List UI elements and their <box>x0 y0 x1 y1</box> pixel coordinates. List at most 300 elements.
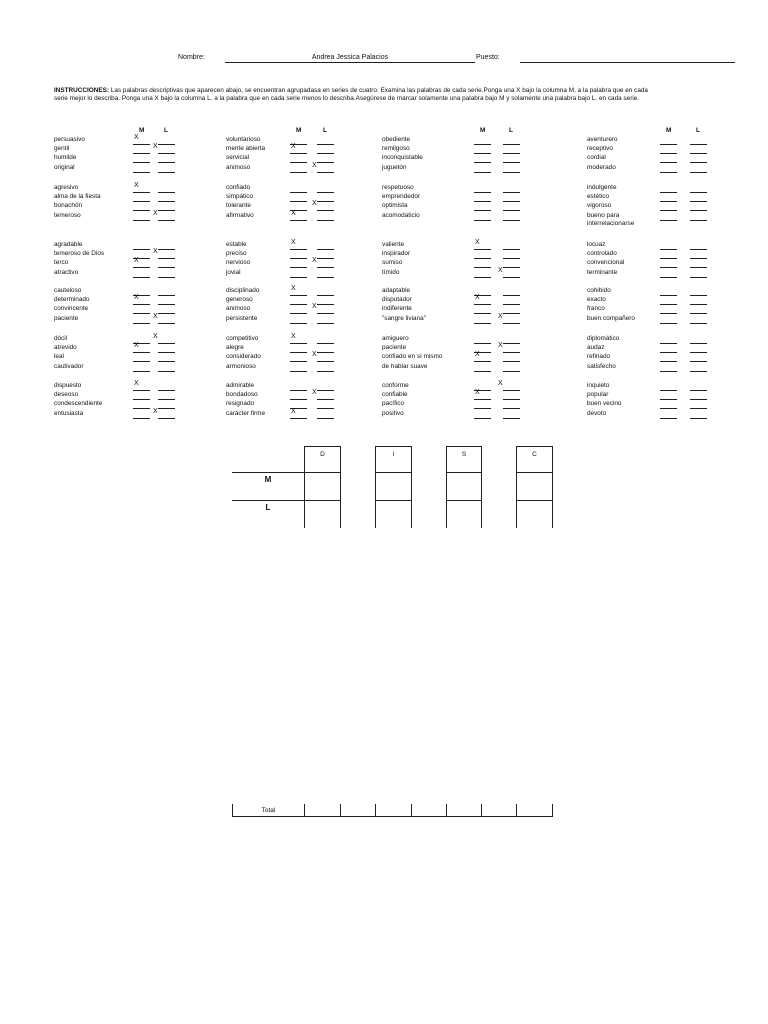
l-answer-blank[interactable] <box>317 202 334 211</box>
m-answer-blank[interactable] <box>133 410 150 419</box>
word-label: estable <box>226 241 247 248</box>
l-answer-blank[interactable] <box>690 335 707 344</box>
l-answer-blank[interactable] <box>158 269 175 278</box>
l-answer-blank[interactable] <box>158 305 175 314</box>
word-label: exacto <box>587 296 606 304</box>
m-answer-blank[interactable] <box>290 344 307 353</box>
l-answer-blank[interactable] <box>317 164 334 173</box>
word-label: confiable <box>382 391 408 399</box>
word-label: generoso <box>226 296 253 304</box>
l-answer-blank[interactable] <box>503 164 520 173</box>
word-label: controlado <box>587 250 617 258</box>
word-label: optimista <box>382 202 408 210</box>
score-cell <box>304 500 341 528</box>
m-answer-blank[interactable] <box>474 269 491 278</box>
word-label: cauteloso <box>54 287 82 294</box>
l-answer-blank[interactable] <box>503 259 520 268</box>
word-label: indiferente <box>382 305 412 313</box>
l-answer-blank[interactable] <box>503 154 520 163</box>
word-label: servicial <box>226 154 250 162</box>
m-answer-blank[interactable] <box>290 353 307 362</box>
word-label: afirmativo <box>226 211 254 219</box>
l-answer-blank[interactable] <box>503 410 520 419</box>
l-answer-blank[interactable] <box>158 296 175 305</box>
m-answer-blank[interactable] <box>474 259 491 268</box>
l-answer-blank[interactable] <box>690 164 707 173</box>
word-label: mente abierta <box>226 145 266 153</box>
l-answer-blank[interactable] <box>690 145 707 154</box>
m-answer-blank[interactable] <box>290 305 307 314</box>
l-answer-blank[interactable] <box>690 250 707 259</box>
l-mark: X <box>312 161 317 169</box>
l-answer-blank[interactable] <box>158 193 175 202</box>
word-label: audaz <box>587 344 605 352</box>
word-label: humilde <box>54 154 77 162</box>
m-mark: X <box>134 134 139 141</box>
l-answer-blank[interactable] <box>317 353 334 362</box>
l-answer-blank[interactable] <box>503 250 520 259</box>
m-mark: X <box>134 342 139 350</box>
word-label: emprendedor <box>382 193 421 201</box>
l-answer-blank[interactable] <box>503 353 520 362</box>
word-label: dispuesto <box>54 382 82 389</box>
l-answer-blank[interactable] <box>690 287 707 296</box>
l-answer-blank[interactable] <box>158 287 175 296</box>
column-header-m: M <box>139 127 145 134</box>
score-cell <box>516 472 553 501</box>
word-label: tímido <box>382 268 400 276</box>
word-label: dócil <box>54 335 68 342</box>
l-answer-blank[interactable] <box>158 344 175 353</box>
m-answer-blank[interactable] <box>133 154 150 163</box>
m-mark: X <box>291 407 296 415</box>
m-mark: X <box>475 239 480 246</box>
m-answer-blank[interactable] <box>660 269 677 278</box>
l-answer-blank[interactable] <box>690 296 707 305</box>
word-label: deseoso <box>54 391 79 399</box>
l-answer-blank[interactable] <box>317 154 334 163</box>
l-answer-blank[interactable] <box>503 287 520 296</box>
nombre-field-line[interactable] <box>225 62 475 63</box>
l-answer-blank[interactable] <box>503 335 520 344</box>
l-answer-blank[interactable] <box>690 391 707 400</box>
puesto-label: Puesto: <box>476 54 500 61</box>
m-answer-blank[interactable] <box>660 193 677 202</box>
m-mark: X <box>475 351 480 359</box>
l-answer-blank[interactable] <box>503 241 520 250</box>
m-answer-blank[interactable] <box>474 202 491 211</box>
word-label: admirable <box>226 382 255 389</box>
l-answer-blank[interactable] <box>317 136 334 145</box>
m-answer-blank[interactable] <box>660 344 677 353</box>
l-answer-blank[interactable] <box>690 202 707 211</box>
word-label: refinado <box>587 353 611 361</box>
l-answer-blank[interactable] <box>317 184 334 193</box>
l-answer-blank[interactable] <box>503 193 520 202</box>
word-label: positivo <box>382 409 404 417</box>
l-answer-blank[interactable] <box>317 400 334 409</box>
word-label: buen compañero <box>587 314 635 322</box>
m-answer-blank[interactable] <box>133 353 150 362</box>
m-mark: X <box>134 257 139 265</box>
word-label: popular <box>587 391 609 399</box>
word-label: confiado <box>226 184 251 191</box>
m-answer-blank[interactable] <box>660 410 677 419</box>
m-answer-blank[interactable] <box>133 202 150 211</box>
word-label: carácter firme <box>226 409 266 417</box>
m-answer-blank[interactable] <box>290 296 307 305</box>
m-mark: X <box>134 182 139 189</box>
l-answer-blank[interactable] <box>690 400 707 409</box>
m-answer-blank[interactable] <box>474 315 491 324</box>
column-header-m: M <box>480 127 486 134</box>
l-answer-blank[interactable] <box>503 296 520 305</box>
word-label: franco <box>587 305 605 313</box>
word-label: aventurero <box>587 136 618 143</box>
l-answer-blank[interactable] <box>317 410 334 419</box>
word-label: agradable <box>54 241 83 248</box>
l-answer-blank[interactable] <box>503 212 520 221</box>
m-answer-blank[interactable] <box>133 363 150 372</box>
l-answer-blank[interactable] <box>690 382 707 391</box>
l-mark: X <box>498 312 503 320</box>
l-answer-blank[interactable] <box>690 363 707 372</box>
word-label: acomodaticio <box>382 211 420 219</box>
m-answer-blank[interactable] <box>660 212 677 221</box>
word-label: devoto <box>587 409 607 417</box>
l-answer-blank[interactable] <box>158 241 175 250</box>
m-answer-blank[interactable] <box>660 184 677 193</box>
instructions-text: Las palabras descriptivas que aparecen abajo, se encuentran agrupadasa en series de cuatro. Examina las palabras de cada serie.Ponga una X bajo la columna M, a la palabra que en cada serie mejor lo describa. Ponga una X bajo la columna L. a la palabra que en cada serie menos lo describa.Asegúrese de marcar solamente una palabra bajo M y solamente una palabra bajo L. en cada serie. <box>54 87 648 103</box>
word-label: obediente <box>382 136 411 143</box>
l-answer-blank[interactable] <box>158 164 175 173</box>
l-answer-blank[interactable] <box>317 269 334 278</box>
l-answer-blank[interactable] <box>317 315 334 324</box>
m-mark: X <box>291 333 296 340</box>
word-label: atrevido <box>54 344 77 352</box>
l-answer-blank[interactable] <box>503 202 520 211</box>
puesto-field-line[interactable] <box>520 62 735 63</box>
l-answer-blank[interactable] <box>690 269 707 278</box>
m-mark: X <box>291 285 296 292</box>
score-cell <box>375 500 412 528</box>
l-answer-blank[interactable] <box>158 363 175 372</box>
m-answer-blank[interactable] <box>133 269 150 278</box>
m-answer-blank[interactable] <box>133 400 150 409</box>
l-answer-blank[interactable] <box>503 184 520 193</box>
l-mark: X <box>153 248 158 256</box>
l-answer-blank[interactable] <box>317 335 334 344</box>
nombre-label: Nombre: <box>178 54 205 61</box>
m-answer-blank[interactable] <box>133 241 150 250</box>
word-label: valiente <box>382 241 405 248</box>
m-answer-blank[interactable] <box>660 305 677 314</box>
word-label: inquieto <box>587 382 610 389</box>
l-answer-blank[interactable] <box>690 184 707 193</box>
column-header-m: M <box>296 127 302 134</box>
l-answer-blank[interactable] <box>317 212 334 221</box>
l-answer-blank[interactable] <box>158 353 175 362</box>
l-answer-blank[interactable] <box>503 315 520 324</box>
m-answer-blank[interactable] <box>290 363 307 372</box>
l-answer-blank[interactable] <box>158 315 175 324</box>
m-answer-blank[interactable] <box>133 212 150 221</box>
l-mark: X <box>312 257 317 265</box>
l-answer-blank[interactable] <box>503 269 520 278</box>
word-label: inspirador <box>382 250 411 258</box>
column-header-l: L <box>164 127 168 134</box>
l-answer-blank[interactable] <box>158 391 175 400</box>
m-answer-blank[interactable] <box>474 335 491 344</box>
l-answer-blank[interactable] <box>690 259 707 268</box>
l-answer-blank[interactable] <box>503 344 520 353</box>
l-answer-blank[interactable] <box>503 145 520 154</box>
m-answer-blank[interactable] <box>133 164 150 173</box>
l-answer-blank[interactable] <box>158 145 175 154</box>
total-cell <box>411 804 447 817</box>
nombre-value: Andrea Jessica Palacios <box>311 54 389 61</box>
word-label: diplomático <box>587 335 620 342</box>
m-answer-blank[interactable] <box>474 154 491 163</box>
word-label: buen vecino <box>587 400 622 408</box>
word-label: moderado <box>587 163 616 171</box>
m-mark: X <box>291 239 296 246</box>
m-answer-blank[interactable] <box>290 184 307 193</box>
score-header-i: I <box>375 446 412 473</box>
l-answer-blank[interactable] <box>158 410 175 419</box>
m-answer-blank[interactable] <box>660 145 677 154</box>
m-answer-blank[interactable] <box>660 241 677 250</box>
word-label: "sangre liviana" <box>382 314 426 322</box>
column-header-l: L <box>509 127 513 134</box>
m-answer-blank[interactable] <box>474 250 491 259</box>
m-answer-blank[interactable] <box>660 353 677 362</box>
word-label: amiguero <box>382 335 409 342</box>
word-label: terco <box>54 259 69 267</box>
score-row-label-m: M <box>232 472 305 501</box>
m-answer-blank[interactable] <box>474 400 491 409</box>
word-label: voluntarioso <box>226 136 261 143</box>
m-answer-blank[interactable] <box>133 193 150 202</box>
l-answer-blank[interactable] <box>690 410 707 419</box>
m-answer-blank[interactable] <box>660 315 677 324</box>
word-label: considerado <box>226 353 261 361</box>
word-label: paciente <box>382 344 407 352</box>
l-mark: X <box>153 312 158 320</box>
word-label: entusiasta <box>54 409 84 417</box>
m-answer-blank[interactable] <box>474 164 491 173</box>
l-answer-blank[interactable] <box>317 391 334 400</box>
word-label: conforme <box>382 382 409 389</box>
word-label: animoso <box>226 163 251 171</box>
word-label: gentil <box>54 145 70 153</box>
m-answer-blank[interactable] <box>133 305 150 314</box>
l-answer-blank[interactable] <box>317 250 334 259</box>
word-label: agresivo <box>54 184 79 191</box>
word-label: persuasivo <box>54 136 85 143</box>
word-label: resignado <box>226 400 255 408</box>
word-label: disciplinado <box>226 287 260 294</box>
l-answer-blank[interactable] <box>690 344 707 353</box>
l-answer-blank[interactable] <box>690 353 707 362</box>
instructions <box>54 87 654 103</box>
m-mark: X <box>134 380 139 387</box>
word-label: nervioso <box>226 259 251 267</box>
word-label: remilgoso <box>382 145 410 153</box>
l-answer-blank[interactable] <box>158 212 175 221</box>
score-cell <box>446 500 482 528</box>
m-answer-blank[interactable] <box>660 259 677 268</box>
m-answer-blank[interactable] <box>660 382 677 391</box>
score-header-s: S <box>446 446 482 473</box>
l-answer-blank[interactable] <box>158 400 175 409</box>
l-mark: X <box>153 209 158 217</box>
total-cell <box>340 804 376 817</box>
m-answer-blank[interactable] <box>474 363 491 372</box>
word-label: persistente <box>226 314 258 322</box>
m-mark: X <box>291 143 296 151</box>
l-answer-blank[interactable] <box>158 184 175 193</box>
m-answer-blank[interactable] <box>660 202 677 211</box>
m-answer-blank[interactable] <box>290 193 307 202</box>
l-answer-blank[interactable] <box>503 391 520 400</box>
word-label: original <box>54 163 75 171</box>
m-answer-blank[interactable] <box>660 164 677 173</box>
m-answer-blank[interactable] <box>660 391 677 400</box>
word-label: temeroso de Dios <box>54 250 105 258</box>
l-answer-blank[interactable] <box>317 344 334 353</box>
m-answer-blank[interactable] <box>290 259 307 268</box>
m-answer-blank[interactable] <box>660 363 677 372</box>
m-answer-blank[interactable] <box>133 391 150 400</box>
l-answer-blank[interactable] <box>690 305 707 314</box>
m-answer-blank[interactable] <box>290 391 307 400</box>
m-answer-blank[interactable] <box>474 193 491 202</box>
l-answer-blank[interactable] <box>503 136 520 145</box>
m-answer-blank[interactable] <box>660 287 677 296</box>
word-label: convencional <box>587 259 625 267</box>
l-answer-blank[interactable] <box>690 315 707 324</box>
m-answer-blank[interactable] <box>474 184 491 193</box>
word-label: bonachón <box>54 202 83 210</box>
instructions-title: INSTRUCCIONES: <box>54 87 110 94</box>
l-mark: X <box>153 407 158 415</box>
m-answer-blank[interactable] <box>660 400 677 409</box>
l-answer-blank[interactable] <box>317 382 334 391</box>
l-answer-blank[interactable] <box>690 154 707 163</box>
m-answer-blank[interactable] <box>133 315 150 324</box>
score-cell <box>516 500 553 528</box>
l-answer-blank[interactable] <box>317 296 334 305</box>
score-row-label-l: L <box>232 500 305 528</box>
l-answer-blank[interactable] <box>158 250 175 259</box>
score-header-d: D <box>304 446 341 473</box>
m-answer-blank[interactable] <box>290 154 307 163</box>
l-answer-blank[interactable] <box>317 193 334 202</box>
word-label: receptivo <box>587 145 613 153</box>
total-label: Total <box>232 804 305 817</box>
l-answer-blank[interactable] <box>317 241 334 250</box>
m-answer-blank[interactable] <box>660 154 677 163</box>
m-answer-blank[interactable] <box>474 410 491 419</box>
m-answer-blank[interactable] <box>474 305 491 314</box>
word-label: juguetón <box>382 163 407 171</box>
word-label: tolerante <box>226 202 251 210</box>
m-answer-blank[interactable] <box>474 145 491 154</box>
word-label: cautivador <box>54 362 84 370</box>
word-label: simpático <box>226 193 253 201</box>
l-answer-blank[interactable] <box>158 382 175 391</box>
l-mark: X <box>312 303 317 311</box>
word-label: cohibido <box>587 287 611 294</box>
l-answer-blank[interactable] <box>503 382 520 391</box>
l-mark: X <box>153 143 158 151</box>
word-label: temeroso <box>54 211 81 219</box>
score-cell <box>375 472 412 501</box>
m-answer-blank[interactable] <box>474 212 491 221</box>
word-label: determinado <box>54 296 90 304</box>
m-mark: X <box>475 389 480 397</box>
total-cell <box>516 804 553 817</box>
word-label: sumiso <box>382 259 403 267</box>
total-cell <box>481 804 517 817</box>
l-answer-blank[interactable] <box>690 212 707 221</box>
l-answer-blank[interactable] <box>690 241 707 250</box>
m-answer-blank[interactable] <box>660 136 677 145</box>
word-label: locuaz <box>587 241 606 248</box>
l-answer-blank[interactable] <box>690 136 707 145</box>
l-answer-blank[interactable] <box>158 154 175 163</box>
l-answer-blank[interactable] <box>158 335 175 344</box>
word-label: competitivo <box>226 335 259 342</box>
l-answer-blank[interactable] <box>503 363 520 372</box>
l-answer-blank[interactable] <box>690 193 707 202</box>
l-mark: X <box>498 380 503 387</box>
m-answer-blank[interactable] <box>660 296 677 305</box>
l-answer-blank[interactable] <box>317 145 334 154</box>
m-mark: X <box>291 209 296 217</box>
l-answer-blank[interactable] <box>158 202 175 211</box>
word-label: respetuoso <box>382 184 414 191</box>
l-answer-blank[interactable] <box>503 305 520 314</box>
m-answer-blank[interactable] <box>290 315 307 324</box>
l-answer-blank[interactable] <box>158 259 175 268</box>
score-cell <box>446 472 482 501</box>
word-label: bondadoso <box>226 391 258 399</box>
m-answer-blank[interactable] <box>290 164 307 173</box>
m-answer-blank[interactable] <box>290 250 307 259</box>
m-answer-blank[interactable] <box>290 382 307 391</box>
m-answer-blank[interactable] <box>660 335 677 344</box>
score-header-c: C <box>516 446 553 473</box>
word-label: convincente <box>54 305 89 313</box>
m-answer-blank[interactable] <box>660 250 677 259</box>
l-mark: X <box>498 342 503 350</box>
l-answer-blank[interactable] <box>503 400 520 409</box>
l-answer-blank[interactable] <box>317 305 334 314</box>
m-answer-blank[interactable] <box>133 145 150 154</box>
l-answer-blank[interactable] <box>317 287 334 296</box>
l-mark: X <box>153 333 158 340</box>
word-label: confiado en sí mismo <box>382 353 443 361</box>
m-answer-blank[interactable] <box>290 269 307 278</box>
l-answer-blank[interactable] <box>317 363 334 372</box>
column-header-m: M <box>666 127 672 134</box>
l-answer-blank[interactable] <box>158 136 175 145</box>
l-answer-blank[interactable] <box>317 259 334 268</box>
m-answer-blank[interactable] <box>474 136 491 145</box>
column-header-l: L <box>696 127 700 134</box>
